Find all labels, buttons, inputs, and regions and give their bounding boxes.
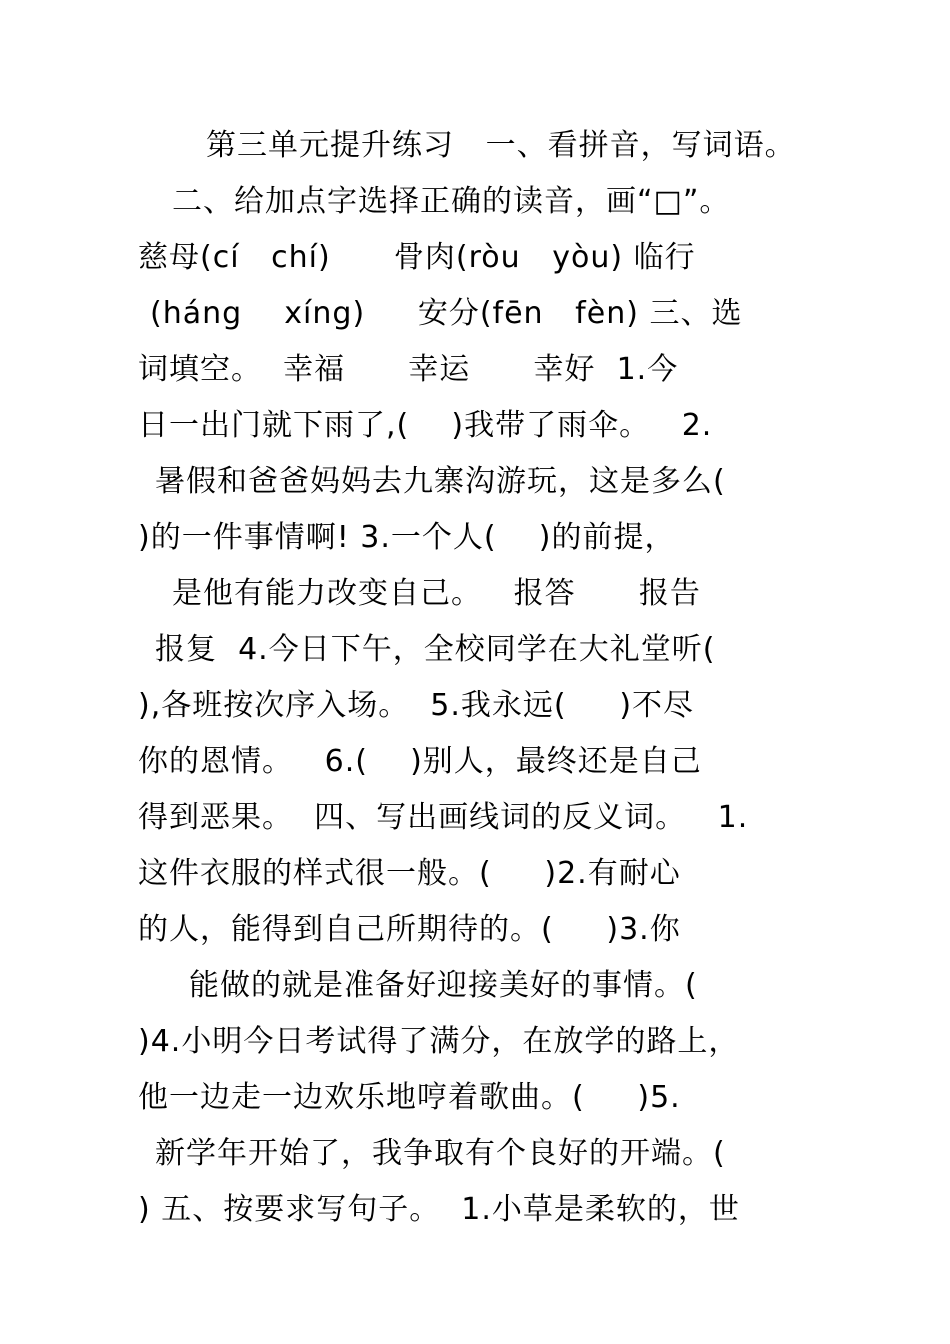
text-line-13: 得到恶果。 四、写出画线词的反义词。 1.	[138, 800, 749, 835]
text-line-8: )的一件事情啊! 3.一个人( )的前提，	[138, 520, 676, 555]
text-line-7: 暑假和爸爸妈妈去九寨沟游玩，这是多么(	[155, 464, 726, 499]
text-line-12: 你的恩情。 6.( )别人，最终还是自己	[138, 744, 702, 779]
text-line-5: 词填空。 幸福 幸运 幸好 1.今	[138, 352, 679, 387]
text-line-2: 二、给加点字选择正确的读音，画“□”。	[172, 184, 731, 219]
text-line-4: (háng xíng) 安分(fēn fèn) 三、选	[150, 296, 743, 331]
text-line-11: ),各班按次序入场。 5.我永远( )不尽	[138, 688, 695, 723]
text-line-6: 日一出门就下雨了,( )我带了雨伞。 2.	[138, 408, 713, 443]
text-line-9: 是他有能力改变自己。 报答 报告	[172, 576, 701, 611]
text-line-20: ) 五、按要求写句子。 1.小草是柔软的，世	[138, 1192, 740, 1227]
text-line-3: 慈母(cí chí) 骨肉(ròu yòu) 临行	[138, 240, 696, 275]
text-line-1: 第三单元提升练习 一、看拼音，写词语。	[206, 128, 796, 163]
text-line-16: 能做的就是准备好迎接美好的事情。(	[189, 968, 698, 1003]
text-line-14: 这件衣服的样式很一般。( )2.有耐心	[138, 856, 681, 891]
text-line-18: 他一边走一边欢乐地哼着歌曲。( )5.	[138, 1080, 681, 1115]
text-line-15: 的人，能得到自己所期待的。( )3.你	[138, 912, 681, 947]
text-line-19: 新学年开始了，我争取有个良好的开端。(	[155, 1136, 726, 1171]
text-line-17: )4.小明今日考试得了满分，在放学的路上，	[138, 1024, 740, 1059]
text-line-10: 报复 4.今日下午，全校同学在大礼堂听(	[155, 632, 716, 667]
